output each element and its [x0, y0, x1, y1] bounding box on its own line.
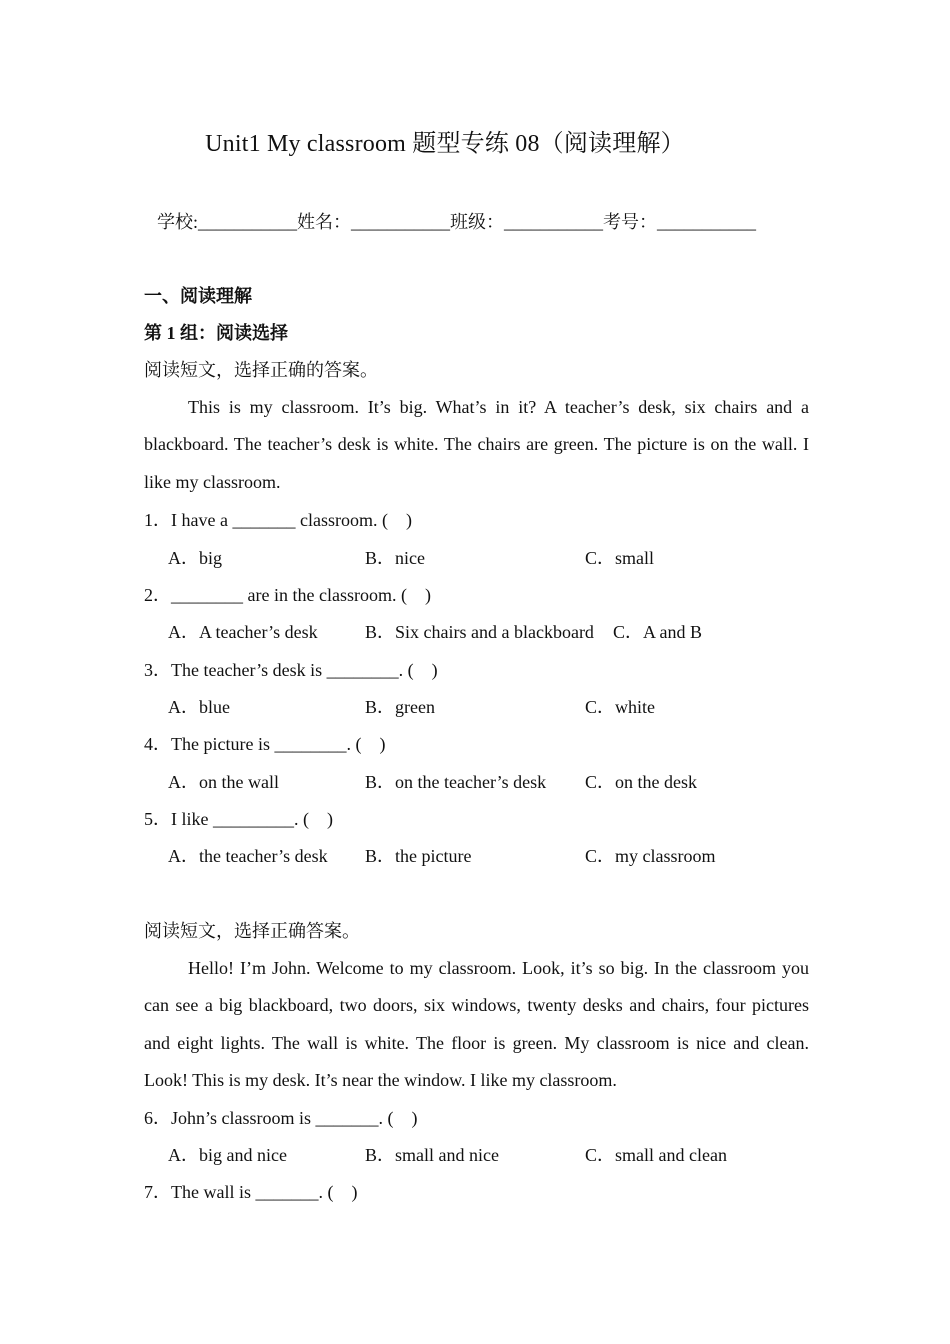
question-3-option-c: C．white: [585, 697, 655, 717]
question-5-stem: 5．I like _________. ( ): [144, 809, 333, 829]
question-6-option-c: C．small and clean: [585, 1145, 727, 1165]
question-1-option-a: A．big: [168, 548, 222, 568]
school-field: 学校:___________: [157, 212, 298, 232]
question-5-option-a: A．the teacher’s desk: [168, 846, 328, 866]
question-1-option-b: B．nice: [365, 548, 425, 568]
question-2-option-b: B．Six chairs and a blackboard: [365, 622, 594, 642]
question-1-stem: 1．I have a _______ classroom. ( ): [144, 510, 412, 530]
class-field: 班级：___________: [450, 212, 604, 232]
question-2-option-a: A．A teacher’s desk: [168, 622, 318, 642]
student-info-line: [157, 208, 756, 234]
question-5-option-b: B．the picture: [365, 846, 472, 866]
passage2-instruction: 阅读短文，选择正确答案。: [144, 921, 360, 941]
passage1-text: This is my classroom. It’s big. What’s in it? A teacher’s desk, six chairs and a blackboard. The teacher’s desk is white. The chairs are green. The picture is on the wall. I like my classroom.: [144, 397, 809, 492]
section-heading: 一、阅读理解: [144, 286, 252, 306]
question-6-option-a: A．big and nice: [168, 1145, 287, 1165]
question-6-stem: 6．John’s classroom is _______. ( ): [144, 1108, 418, 1128]
question-6-option-b: B．small and nice: [365, 1145, 499, 1165]
name-field: 姓名：___________: [297, 212, 451, 232]
exam-number-field: 考号：___________: [603, 212, 757, 232]
question-2-stem: 2．________ are in the classroom. ( ): [144, 585, 431, 605]
question-7-stem: 7．The wall is _______. ( ): [144, 1182, 358, 1202]
question-3-option-b: B．green: [365, 697, 435, 717]
passage1-instruction: 阅读短文，选择正确的答案。: [144, 360, 378, 380]
question-3-stem: 3．The teacher’s desk is ________. ( ): [144, 660, 438, 680]
question-4-option-b: B．on the teacher’s desk: [365, 772, 547, 792]
question-5-option-c: C．my classroom: [585, 846, 716, 866]
question-4-stem: 4．The picture is ________. ( ): [144, 734, 386, 754]
question-4-option-a: A．on the wall: [168, 772, 279, 792]
page-title: Unit1 My classroom 题型专练 08（阅读理解）: [205, 131, 685, 157]
question-1-option-c: C．small: [585, 548, 655, 568]
question-2-option-c: C．A and B: [613, 622, 703, 642]
group-heading: 第 1 组：阅读选择: [144, 323, 288, 343]
question-3-option-a: A．blue: [168, 697, 230, 717]
passage2-text: Hello! I’m John. Welcome to my classroom. Look, it’s so big. In the classroom you can see a big blackboard, two doors, six windows, twenty desks and chairs, four pictures and eight lights. The wall is white. The floor is green. My classroom is nice and clean. Look! This is my desk. It’s near the window. I like my classroom.: [144, 958, 809, 1090]
question-4-option-c: C．on the desk: [585, 772, 697, 792]
